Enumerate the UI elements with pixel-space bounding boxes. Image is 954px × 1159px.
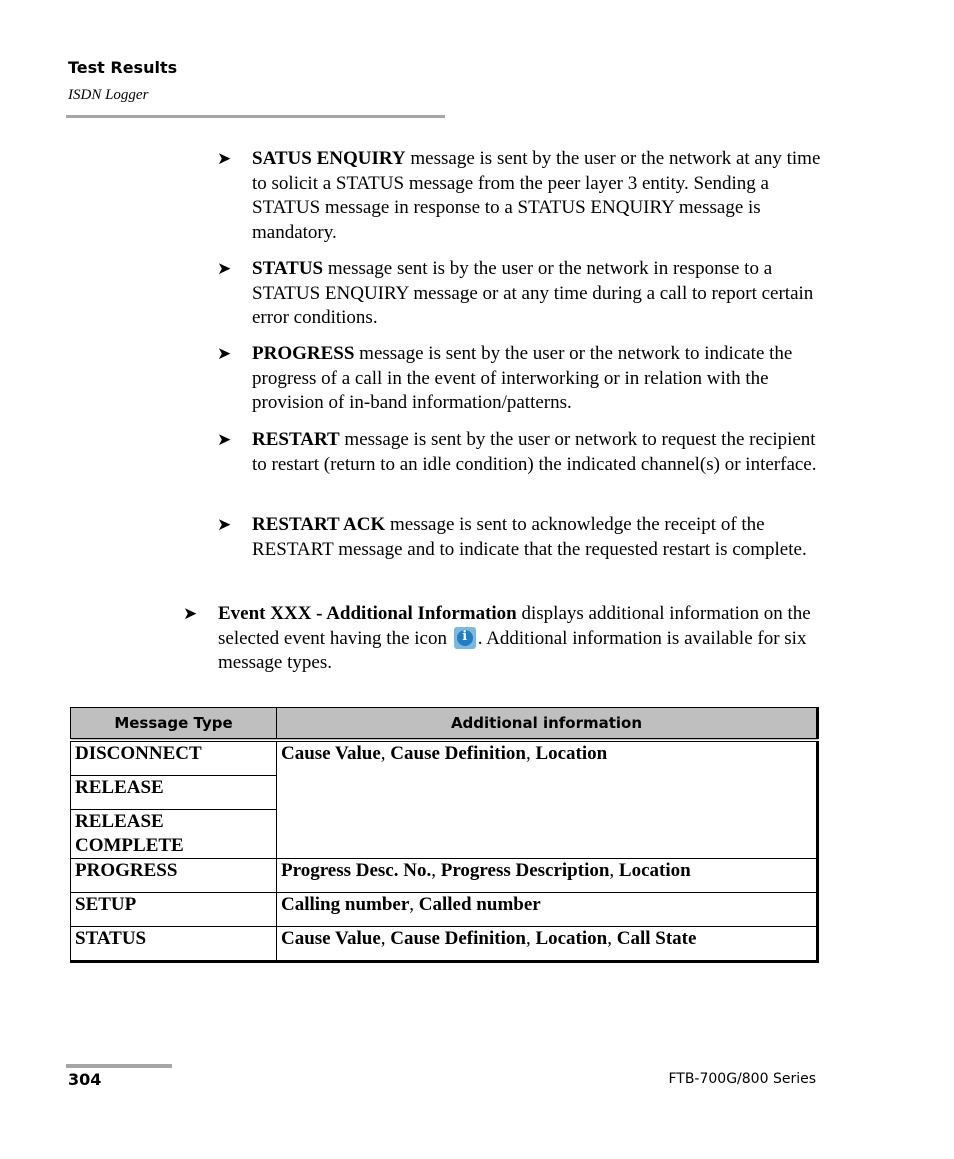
table-row — [71, 859, 818, 893]
bullet-text: message is sent by the user or the network to indicate the progress of a call in the event of interworking or in relation with the provision of in-band information/patterns. — [252, 343, 793, 413]
bullet-term: SATUS ENQUIRY — [252, 148, 406, 169]
message-type-cell: SETUP — [71, 893, 277, 927]
bullet-text: message sent is by the user or the network in response to a STATUS ENQUIRY message or at any time during a call to report certain error conditions. — [252, 258, 814, 328]
message-type-cell: RELEASE — [71, 776, 277, 810]
bullet-term: RESTART ACK — [252, 514, 386, 535]
additional-info-cell: Calling number, Called number — [277, 893, 818, 927]
bullet-text: message is sent to acknowledge the receipt of the RESTART message and to indicate that the requested restart is complete. — [252, 514, 807, 560]
section-title: Test Results — [68, 58, 178, 77]
bullet-text: displays additional information on the selected event having the icon — [218, 603, 811, 649]
info-item: Call State — [616, 928, 697, 949]
info-icon — [454, 627, 476, 649]
arrow-bullet-icon: ➤ — [183, 604, 198, 623]
page-number: 304 — [68, 1070, 102, 1089]
bullet-term: PROGRESS — [252, 343, 355, 364]
info-item: Progress Description — [440, 860, 610, 881]
info-item: Location — [618, 860, 691, 881]
bullet-term: RESTART — [252, 429, 340, 450]
arrow-bullet-icon: ➤ — [217, 515, 232, 534]
bullet-term: STATUS — [252, 258, 324, 279]
bullet-term: Event XXX - Additional Information — [218, 603, 517, 624]
table-row — [71, 740, 818, 776]
message-type-cell: DISCONNECT — [71, 740, 277, 776]
info-item: Progress Desc. No. — [281, 860, 432, 881]
table-row — [71, 927, 818, 962]
header-divider — [66, 115, 445, 118]
info-item: Calling number — [281, 894, 410, 915]
bullet-progress — [217, 342, 827, 416]
col-header-message-type: Message Type — [71, 708, 277, 741]
info-item: Location — [535, 928, 608, 949]
additional-info-cell: Cause Value, Cause Definition, Location — [277, 740, 818, 859]
footer-divider — [66, 1064, 172, 1068]
bullet-restart-ack — [217, 513, 827, 562]
table-row — [71, 893, 818, 927]
arrow-bullet-icon: ➤ — [217, 149, 232, 168]
section-subtitle: ISDN Logger — [68, 87, 149, 103]
bullet-status — [217, 257, 827, 331]
message-type-cell: PROGRESS — [71, 859, 277, 893]
info-item: Cause Definition — [390, 928, 526, 949]
product-series: FTB-700G/800 Series — [668, 1071, 816, 1087]
info-item: Location — [535, 743, 608, 764]
info-item: Cause Value — [281, 928, 381, 949]
message-type-cell: STATUS — [71, 927, 277, 962]
table-header-row — [71, 708, 818, 741]
arrow-bullet-icon: ➤ — [217, 430, 232, 449]
arrow-bullet-icon: ➤ — [217, 344, 232, 363]
additional-info-cell: Progress Desc. No., Progress Description, Location — [277, 859, 818, 893]
bullet-satus-enquiry — [217, 147, 827, 245]
arrow-bullet-icon: ➤ — [217, 259, 232, 278]
bullet-text: message is sent by the user or network to request the recipient to restart (return to an idle condition) the indicated channel(s) or interface. — [252, 429, 817, 475]
info-item: Called number — [418, 894, 541, 915]
bullet-text: message is sent by the user or the network at any time to solicit a STATUS message from the peer layer 3 entity. Sending a STATUS message in response to a STATUS ENQUIRY message is mandatory. — [252, 148, 821, 243]
info-item: Cause Value — [281, 743, 381, 764]
bullet-restart — [217, 428, 827, 477]
bullet-text-after-icon: . Additional information is available for six message types. — [218, 627, 807, 673]
col-header-additional-info: Additional information — [277, 708, 818, 741]
bullet-event-info — [183, 602, 818, 676]
message-type-cell: RELEASE COMPLETE — [71, 810, 277, 859]
additional-info-cell: Cause Value, Cause Definition, Location, Call State — [277, 927, 818, 962]
info-item: Cause Definition — [390, 743, 526, 764]
message-info-table — [70, 707, 819, 963]
